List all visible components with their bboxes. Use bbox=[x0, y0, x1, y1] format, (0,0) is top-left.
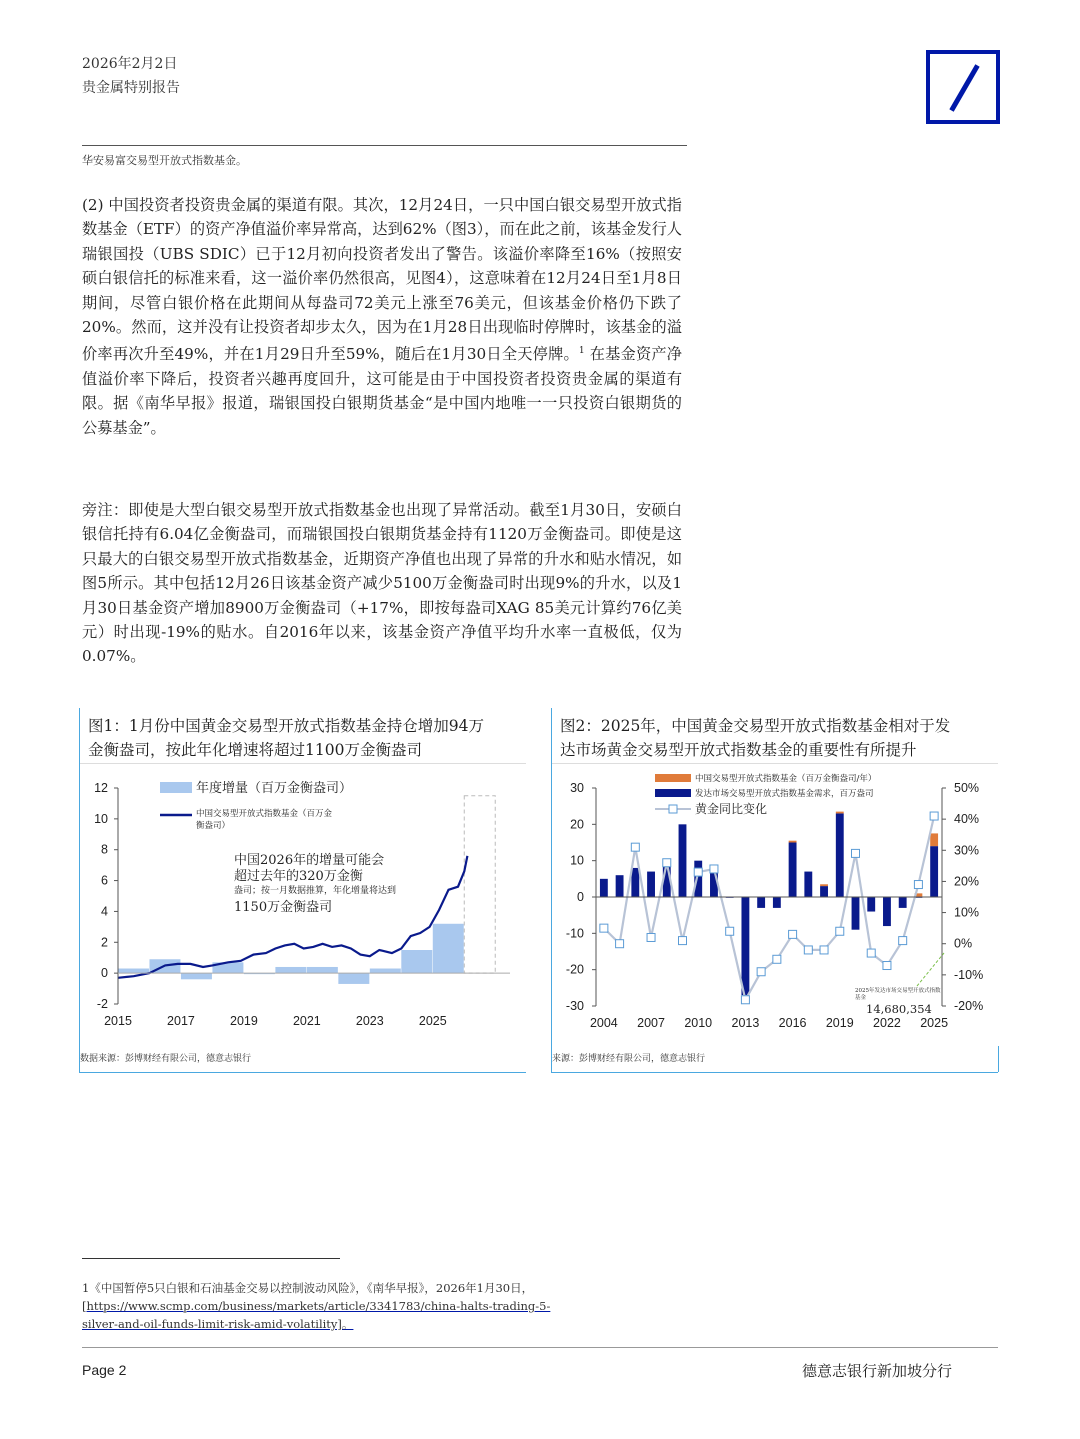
footnote bbox=[82, 1279, 582, 1333]
legend-line-label-2: 衡盎司） bbox=[196, 821, 231, 831]
gold-yoy-marker bbox=[914, 881, 922, 889]
y-tick-label: 2 bbox=[101, 935, 108, 950]
dm-etf-bar bbox=[836, 813, 844, 897]
x-tick-label: 2021 bbox=[292, 1014, 321, 1028]
x-tick-label: 2019 bbox=[230, 1014, 258, 1028]
footer-rule bbox=[82, 1347, 998, 1348]
y-tick-label-right: 40% bbox=[954, 812, 980, 827]
y-tick-label-left: 20 bbox=[570, 817, 584, 832]
paragraph-2-text: 旁注：即使是大型白银交易型开放式指数基金也出现了异常活动。截至1月30日，安硕白银信托持有6.04亿金衡盎司，而瑞银国投白银期货基金持有1120万金衡盎司。即使是这只最大的白银交易型开放式指数基金，近期资产净值也出现了异常的升水和贴水情况，如图5所示。其中包括12月26日该基金资产减少5100万金衡盎司时出现9%的升水，以及1月30日基金资产增加8900万金衡盎司（+17%，即按每盎司XAG 85美元计算约76亿美元）时出现-19%的贴水。自2016年以来，该基金资产净值平均升水率一直极低，仅为0.07%。 bbox=[82, 501, 682, 666]
y-tick-label-right: 20% bbox=[954, 874, 980, 889]
dm-etf-bar bbox=[867, 897, 875, 912]
report-header bbox=[82, 52, 180, 100]
y-tick-label-left: 10 bbox=[570, 853, 584, 868]
gold-yoy-marker bbox=[631, 843, 639, 851]
dm-etf-bar bbox=[883, 897, 891, 926]
dm-etf-bar bbox=[773, 897, 781, 908]
x-tick-label: 2025 bbox=[920, 1016, 949, 1030]
china-etf-bar bbox=[820, 884, 828, 886]
y-tick-label: 12 bbox=[94, 781, 108, 795]
dm-etf-bar bbox=[741, 897, 749, 995]
gold-yoy-marker bbox=[867, 949, 875, 957]
china-etf-bar bbox=[836, 812, 844, 814]
figure-2-legend bbox=[655, 773, 876, 816]
y-tick-label-right: 50% bbox=[954, 781, 980, 795]
y-tick-label: 4 bbox=[101, 904, 108, 919]
paragraph-1 bbox=[82, 193, 682, 440]
annual-increase-bar bbox=[275, 967, 306, 973]
dm-etf-bar bbox=[804, 872, 812, 897]
y-tick-label-left: 0 bbox=[577, 890, 584, 904]
annotation-line-4: 1150万金衡盎司 bbox=[234, 900, 333, 915]
y-tick-label-left: -30 bbox=[565, 999, 584, 1013]
footnote-ref[interactable]: 1 bbox=[578, 346, 585, 357]
figure-2-annotation bbox=[855, 953, 944, 1016]
annotation-line-1: 中国2026年的增量可能会 bbox=[234, 853, 385, 868]
legend-bar-swatch bbox=[160, 782, 192, 793]
legend-bar-label: 年度增量（百万金衡盎司） bbox=[196, 781, 353, 796]
dm-etf-bar bbox=[679, 824, 687, 897]
figure-1-chart bbox=[80, 768, 526, 1048]
annual-increase-bar bbox=[464, 796, 495, 973]
gold-yoy-marker bbox=[694, 868, 702, 876]
gold-yoy-marker bbox=[804, 946, 812, 954]
annotation-line-2: 超过去年的320万金衡 bbox=[234, 869, 363, 884]
x-tick-label: 2022 bbox=[873, 1016, 901, 1030]
annual-increase-bar bbox=[118, 969, 149, 974]
paragraph-1-end: 在基金资产净值溢价率下降后，投资者兴趣再度回升，这可能是由于中国投资者投资贵金属的渠道有限。据《南华早报》报道，瑞银国投白银期货基金“是中国内地唯一一只投资白银期货的公募基金”。 bbox=[82, 345, 682, 437]
y-tick-label: 6 bbox=[101, 873, 108, 888]
gold-yoy-marker bbox=[600, 924, 608, 932]
figure-1-legend bbox=[160, 780, 352, 831]
annotation-small-1: 2025年发达市场交易型开放式指数 bbox=[855, 988, 941, 994]
y-tick-label: 10 bbox=[94, 811, 108, 826]
figure-2-chart bbox=[552, 768, 998, 1048]
annual-increase-bar bbox=[370, 969, 401, 974]
annotation-line-3: 盎司；按一月数据推算，年化增量将达到 bbox=[234, 886, 397, 896]
x-tick-label: 2007 bbox=[637, 1016, 665, 1030]
x-tick-label: 2017 bbox=[167, 1014, 195, 1028]
gold-yoy-marker bbox=[663, 859, 671, 867]
annotation-value: 14,680,354 bbox=[866, 1002, 932, 1016]
figure-2-title-line1: 图2：2025年，中国黄金交易型开放式指数基金相对于发 bbox=[560, 717, 951, 735]
y-tick-label-left: 30 bbox=[570, 781, 584, 795]
gold-yoy-marker bbox=[741, 996, 749, 1004]
figure-2-title-line2: 达市场黄金交易型开放式指数基金的重要性有所提升 bbox=[560, 741, 917, 759]
x-tick-label: 2010 bbox=[684, 1016, 713, 1030]
legend-china-label: 中国交易型开放式指数基金（百万金衡盎司/年） bbox=[695, 774, 877, 784]
x-tick-label: 2013 bbox=[731, 1016, 760, 1030]
footer-branch: 德意志银行新加坡分行 bbox=[802, 1362, 953, 1380]
y-tick-label-right: 30% bbox=[954, 843, 980, 858]
y-tick-label: 8 bbox=[101, 842, 108, 857]
dm-etf-bar bbox=[899, 897, 907, 908]
legend-line-label-1: 中国交易型开放式指数基金（百万金 bbox=[196, 809, 333, 819]
gold-yoy-marker bbox=[757, 968, 765, 976]
figure-1-title-line1: 图1：1月份中国黄金交易型开放式指数基金持仓增加94万 bbox=[88, 717, 484, 735]
gold-yoy-marker bbox=[899, 937, 907, 945]
annual-increase-bar bbox=[401, 950, 432, 973]
x-tick-label: 2015 bbox=[104, 1014, 132, 1028]
legend-dm-label: 发达市场交易型开放式指数基金需求，百万盎司 bbox=[695, 789, 874, 799]
y-tick-label-left: -20 bbox=[565, 962, 584, 977]
page-number: Page 2 bbox=[82, 1362, 127, 1378]
dm-etf-bar bbox=[616, 875, 624, 897]
annual-increase-bar bbox=[338, 973, 369, 984]
gold-yoy-marker bbox=[883, 962, 891, 970]
header-rule bbox=[82, 145, 687, 146]
gold-yoy-marker bbox=[852, 849, 860, 857]
gold-yoy-marker bbox=[930, 812, 938, 820]
figure-1-annotation bbox=[234, 852, 396, 915]
y-tick-label: 0 bbox=[101, 966, 108, 981]
figure-1-source: 数据来源：彭博财经有限公司，德意志银行 bbox=[80, 1054, 252, 1064]
dm-etf-bar bbox=[647, 872, 655, 897]
y-tick-label-right: -20% bbox=[954, 999, 984, 1013]
annual-increase-bar bbox=[181, 973, 212, 979]
annual-increase-bar bbox=[307, 967, 338, 973]
dm-etf-bar bbox=[757, 897, 765, 908]
figure-2 bbox=[551, 708, 998, 1073]
report-title: 贵金属特别报告 bbox=[82, 80, 180, 96]
gold-yoy-marker bbox=[710, 865, 718, 873]
figure-1-title-line2: 金衡盎司，按此年化增速将超过1100万金衡盎司 bbox=[88, 741, 422, 759]
figure-1-title bbox=[88, 714, 484, 762]
legend-china-swatch bbox=[655, 774, 691, 782]
china-etf-bar bbox=[789, 841, 797, 843]
y-tick-label-left: -10 bbox=[565, 926, 584, 941]
annotation-small-2: 基金 bbox=[855, 995, 867, 1001]
deutsche-bank-logo bbox=[926, 50, 1000, 124]
gold-yoy-marker bbox=[836, 927, 844, 935]
figure-1 bbox=[79, 708, 526, 1073]
gold-yoy-marker bbox=[773, 955, 781, 963]
footnote-text-1: 1《中国暂停5只白银和石油基金交易以控制波动风险》，《南华早报》，2026年1月30日， bbox=[82, 1281, 534, 1295]
paragraph-2 bbox=[82, 498, 682, 669]
y-tick-label-right: 0% bbox=[954, 936, 973, 951]
paragraph-1-text: (2) 中国投资者投资贵金属的渠道有限。其次，12月24日，一只中国白银交易型开放式指数基金（ETF）的资产净值溢价率异常高，达到62%（图3），而在此之前，该基金发行人瑞银国投（UBS SDIC）已于12月初向投资者发出了警告。该溢价率降至16%（按照安硕白银信托的标准来看，这一溢价率仍然很高，见图4），这意味着在12月24日至1月8日期间，尽管白银价格在此期间从每盎司72美元上涨至76美元，但该基金价格仍下跌了20%。然而，这并没有让投资者却步太久，因为在1月28日出现临时停牌时，该基金的溢价率再次升至49%，并在1月29日升至59%，随后在1月30日全天停牌。 bbox=[82, 196, 682, 364]
footnote-link[interactable]: [https://www.scmp.com/business/markets/article/3341783/china-halts-trading-5-silver-and-oil-funds-limit-risk-amid-volatility]。 bbox=[82, 1299, 551, 1331]
dm-etf-bar bbox=[930, 846, 938, 897]
dm-etf-bar bbox=[820, 886, 828, 897]
dm-etf-bar bbox=[694, 861, 702, 897]
figure-2-title bbox=[560, 714, 950, 762]
legend-dm-swatch bbox=[655, 789, 691, 797]
china-etf-bar bbox=[930, 833, 938, 846]
x-tick-label: 2016 bbox=[778, 1016, 807, 1030]
report-date: 2026年2月2日 bbox=[82, 56, 178, 72]
x-tick-label: 2023 bbox=[355, 1014, 384, 1028]
gold-yoy-marker bbox=[820, 946, 828, 954]
footnote-continuation: 华安易富交易型开放式指数基金。 bbox=[82, 154, 247, 167]
footnote-rule bbox=[82, 1258, 340, 1259]
dm-etf-bar bbox=[852, 897, 860, 930]
dm-etf-bar bbox=[631, 868, 639, 897]
gold-yoy-marker bbox=[647, 933, 655, 941]
y-tick-label-right: -10% bbox=[954, 967, 984, 982]
y-tick-label: -2 bbox=[96, 997, 108, 1011]
annual-increase-bar bbox=[433, 924, 464, 973]
dm-etf-bar bbox=[789, 843, 797, 898]
gold-yoy-marker bbox=[616, 940, 624, 948]
gold-yoy-marker bbox=[679, 937, 687, 945]
x-tick-label: 2004 bbox=[589, 1016, 618, 1030]
x-tick-label: 2019 bbox=[825, 1016, 854, 1030]
x-tick-label: 2025 bbox=[418, 1014, 447, 1028]
figure-2-source: 来源：彭博财经有限公司，德意志银行 bbox=[552, 1054, 706, 1064]
gold-yoy-marker bbox=[726, 927, 734, 935]
dm-etf-bar bbox=[600, 879, 608, 897]
gold-yoy-marker bbox=[789, 930, 797, 938]
legend-gold-label: 黄金同比变化 bbox=[695, 802, 768, 816]
y-tick-label-right: 10% bbox=[954, 905, 980, 920]
